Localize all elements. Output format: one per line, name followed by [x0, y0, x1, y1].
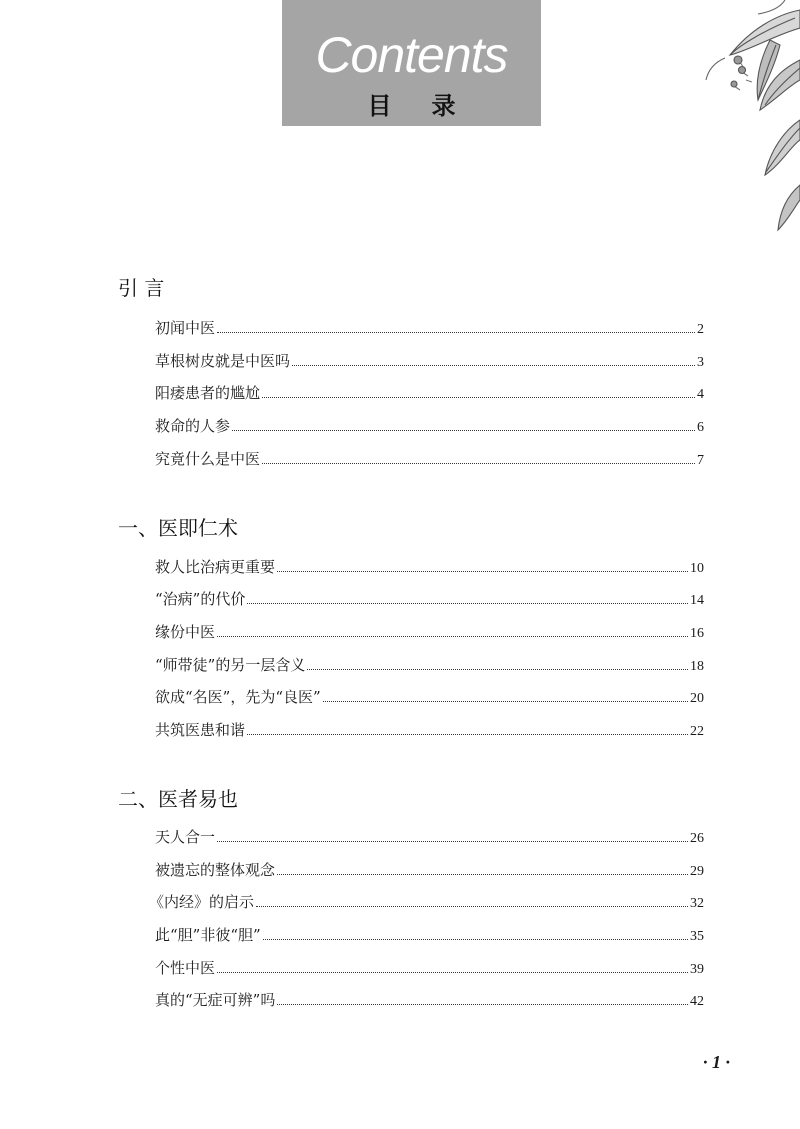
toc-entry[interactable]	[155, 825, 704, 847]
toc-entry-page: 39	[690, 962, 704, 977]
toc-entry[interactable]	[155, 653, 704, 675]
toc-entry[interactable]	[155, 414, 704, 436]
toc-entry-page: 2	[697, 322, 704, 337]
dot-leader	[262, 397, 695, 398]
toc-entry-page: 16	[690, 626, 704, 641]
dot-leader	[277, 874, 688, 875]
toc-entry[interactable]	[155, 447, 704, 469]
dot-leader	[262, 463, 695, 464]
toc-entry[interactable]	[155, 858, 704, 880]
section-heading: 二、医者易也	[118, 787, 238, 811]
dot-leader	[217, 972, 688, 973]
toc-entry-title: 此“胆”非彼“胆”	[155, 926, 261, 944]
toc-entry-page: 10	[690, 561, 704, 576]
toc-entry[interactable]	[155, 956, 704, 978]
toc-entry-page: 29	[690, 864, 704, 879]
toc-entry[interactable]	[155, 349, 704, 371]
toc-entry-title: 缘份中医	[155, 623, 216, 641]
dot-leader	[323, 701, 688, 702]
toc-entry[interactable]	[155, 316, 704, 338]
page-number: · 1 ·	[703, 1052, 730, 1072]
toc-entry-page: 20	[690, 691, 704, 706]
dot-leader	[277, 571, 688, 572]
toc-entry[interactable]	[155, 587, 704, 609]
dot-leader	[256, 906, 688, 907]
toc-entry-page: 42	[690, 994, 704, 1009]
toc-entry[interactable]	[155, 685, 704, 707]
toc-entry-title: “师带徒”的另一层含义	[155, 656, 306, 674]
toc-entry-page: 7	[697, 453, 704, 468]
toc-entry[interactable]	[155, 381, 704, 403]
toc-entry-page: 3	[697, 355, 704, 370]
toc-entry-page: 32	[690, 896, 704, 911]
toc-entry-page: 6	[697, 420, 704, 435]
toc-entry[interactable]	[149, 890, 704, 912]
toc-entry-title: “治病”的代价	[155, 590, 246, 608]
contents-header	[282, 0, 541, 126]
toc-entry-title: 草根树皮就是中医吗	[155, 352, 291, 370]
section-heading: 引 言	[118, 276, 165, 300]
toc-entry-page: 4	[697, 387, 704, 402]
dot-leader	[217, 636, 688, 637]
toc-entry-page: 35	[690, 929, 704, 944]
toc-entry-title: 共筑医患和谐	[155, 721, 246, 739]
toc-entry-title: 欲成“名医”，先为“良医”	[155, 688, 321, 706]
toc-entry[interactable]	[155, 718, 704, 740]
dot-leader	[263, 939, 688, 940]
dot-leader	[307, 669, 688, 670]
toc-entry-title: 救命的人参	[155, 417, 231, 435]
toc-entry-title: 究竟什么是中医	[155, 450, 261, 468]
toc-entry[interactable]	[155, 555, 704, 577]
toc-entry-title: 阳痿患者的尴尬	[155, 384, 261, 402]
toc-entry-page: 22	[690, 724, 704, 739]
toc-entry-title: 天人合一	[155, 828, 216, 846]
toc-entry-title: 真的“无症可辨”吗	[155, 991, 276, 1009]
toc-entry-page: 26	[690, 831, 704, 846]
dot-leader	[217, 841, 688, 842]
toc-entry[interactable]	[155, 620, 704, 642]
section-heading: 一、医即仁术	[118, 516, 238, 540]
dot-leader	[292, 365, 695, 366]
leaf-illustration	[670, 0, 800, 250]
dot-leader	[247, 734, 688, 735]
toc-entry[interactable]	[155, 988, 704, 1010]
contents-title-zh: 目录	[367, 92, 496, 120]
contents-title-en: Contents	[315, 27, 508, 83]
dot-leader	[247, 603, 688, 604]
toc-entry-title: 被遗忘的整体观念	[155, 861, 276, 879]
toc-entry-page: 18	[690, 659, 704, 674]
toc-entry-page: 14	[690, 593, 704, 608]
toc-entry[interactable]	[155, 923, 704, 945]
dot-leader	[217, 332, 695, 333]
toc-entry-title: 《内经》的启示	[149, 893, 255, 911]
toc-entry-title: 救人比治病更重要	[155, 558, 276, 576]
dot-leader	[277, 1004, 688, 1005]
toc-entry-title: 个性中医	[155, 959, 216, 977]
toc-entry-title: 初闻中医	[155, 319, 216, 337]
dot-leader	[232, 430, 695, 431]
